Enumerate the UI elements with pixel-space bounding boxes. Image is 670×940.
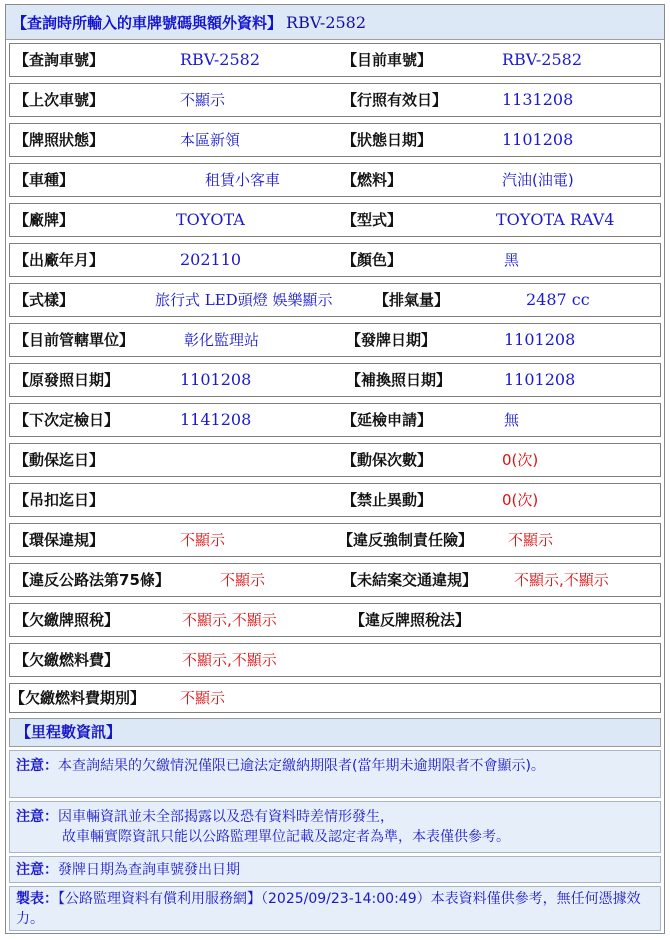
value-highway-act: 不顯示 (220, 571, 266, 589)
note-issue-date-text: 發牌日期為查詢車號發出日期 (58, 862, 240, 878)
row-style (9, 283, 661, 317)
value-manufacture-date: 202110 (180, 250, 242, 269)
note-issue-date (9, 856, 661, 883)
row-fuel-fee-period (9, 683, 661, 713)
value-brand: TOYOTA (176, 210, 245, 229)
label-current-plate: 【目前車號】 (342, 51, 433, 69)
row-original (9, 363, 661, 397)
label-lien-end: 【動保迄日】 (14, 451, 105, 469)
label-brand: 【廠牌】 (14, 211, 75, 229)
value-office: 彰化監理站 (184, 331, 260, 349)
note-issue-date-label: 注意： (16, 862, 58, 878)
label-license-valid: 【行照有效日】 (342, 91, 448, 109)
header-plate: RBV-2582 (286, 12, 367, 32)
note-disclaimer (9, 801, 661, 853)
note-disclaimer-label: 注意： (16, 809, 58, 825)
vehicle-report (5, 4, 665, 934)
value-fuel-fee-period: 不顯示 (180, 689, 226, 707)
row-plate (9, 43, 661, 77)
label-env-violation: 【環保違規】 (14, 531, 105, 549)
note-overdue (9, 750, 661, 798)
row-status (9, 123, 661, 157)
label-manufacture-date: 【出廠年月】 (14, 251, 105, 269)
value-current-plate: RBV-2582 (502, 50, 583, 69)
label-vehicle-type: 【車種】 (14, 171, 75, 189)
label-next-inspection: 【下次定檢日】 (14, 411, 120, 429)
label-issue-date: 【發牌日期】 (346, 331, 437, 349)
value-license-valid: 1131208 (502, 90, 574, 109)
value-inspection-extension: 無 (504, 411, 520, 429)
label-status-date: 【狀態日期】 (342, 131, 433, 149)
row-manufacture (9, 243, 661, 277)
row-highway (9, 563, 661, 597)
row-environment (9, 523, 661, 557)
value-replacement-date: 1101208 (504, 370, 576, 389)
label-color: 【顏色】 (342, 251, 403, 269)
row-fuel-fee (9, 643, 661, 677)
footer-text: 【公路監理資料有償利用服務網】（2025/09/23-14:00:49）本表資料僅供參考，無任何憑據效力。 (16, 891, 641, 927)
value-fuel: 汽油(油電) (502, 171, 574, 189)
value-transfer-ban: 0(次) (502, 491, 539, 509)
label-plate-status: 【牌照狀態】 (14, 131, 105, 149)
footer-label: 製表： (16, 891, 58, 907)
value-lien-count: 0(次) (502, 451, 539, 469)
value-next-inspection: 1141208 (180, 410, 252, 429)
label-fuel-fee-period: 【欠繳燃料費期別】 (10, 689, 146, 707)
row-type (9, 163, 661, 197)
row-suspension (9, 483, 661, 517)
value-status-date: 1101208 (502, 130, 574, 149)
value-style: 旅行式 LED頭燈 娛樂顯示 (155, 291, 333, 309)
value-query-plate: RBV-2582 (180, 50, 261, 69)
label-office: 【目前管轄單位】 (14, 331, 135, 349)
report-header (6, 5, 664, 40)
row-license-tax (9, 603, 661, 637)
row-previous (9, 83, 661, 117)
note-overdue-label: 注意： (16, 758, 58, 774)
label-original-issue: 【原發照日期】 (14, 371, 120, 389)
value-previous-plate: 不顯示 (180, 91, 226, 109)
value-vehicle-type: 租賃小客車 (205, 171, 281, 189)
value-license-tax-due: 不顯示,不顯示 (182, 611, 277, 629)
value-displacement: 2487 cc (526, 290, 590, 309)
value-traffic-violations: 不顯示,不顯示 (514, 571, 609, 589)
label-query-plate: 【查詢車號】 (14, 51, 105, 69)
label-fuel-fee-due: 【欠繳燃料費】 (14, 651, 120, 669)
row-office (9, 323, 661, 357)
label-displacement: 【排氣量】 (374, 291, 450, 309)
label-inspection-extension: 【延檢申請】 (342, 411, 433, 429)
value-issue-date: 1101208 (504, 330, 576, 349)
label-lien-count: 【動保次數】 (342, 451, 433, 469)
mileage-section-title: 【里程數資訊】 (9, 718, 661, 747)
label-model: 【型式】 (342, 211, 403, 229)
value-fuel-fee-due: 不顯示,不顯示 (182, 651, 277, 669)
note-disclaimer-line2: 故車輛實際資訊只能以公路監理單位記載及認定者為準，本表僅供參考。 (62, 829, 510, 845)
row-lien (9, 443, 661, 477)
note-overdue-text: 本查詢結果的欠繳情況僅限已逾法定繳納期限者(當年期未逾期限者不會顯示)。 (58, 758, 545, 774)
row-brand (9, 203, 661, 237)
header-title: 【查詢時所輸入的車牌號碼與額外資料】 (12, 13, 283, 32)
label-previous-plate: 【上次車號】 (14, 91, 105, 109)
label-highway-act: 【違反公路法第75條】 (14, 571, 170, 589)
value-plate-status: 本區新領 (180, 131, 241, 149)
value-env-violation: 不顯示 (180, 531, 226, 549)
label-traffic-violations: 【未結案交通違規】 (342, 571, 478, 589)
value-original-issue: 1101208 (180, 370, 252, 389)
label-license-tax-due: 【欠繳牌照稅】 (14, 611, 120, 629)
label-transfer-ban: 【禁止異動】 (342, 491, 433, 509)
label-replacement-date: 【補換照日期】 (346, 371, 452, 389)
label-fuel: 【燃料】 (342, 171, 403, 189)
label-suspension-end: 【吊扣迄日】 (14, 491, 105, 509)
label-insurance-violation: 【違反強制責任險】 (338, 531, 474, 549)
label-style: 【式樣】 (14, 291, 75, 309)
value-color: 黑 (504, 251, 520, 269)
row-inspection (9, 403, 661, 437)
label-license-tax-violation: 【違反牌照稅法】 (350, 611, 471, 629)
report-footer (9, 886, 661, 931)
note-disclaimer-line1: 因車輛資訊並未全部揭露以及恐有資料時差情形發生， (58, 809, 394, 825)
value-model: TOYOTA RAV4 (496, 210, 615, 229)
value-insurance-violation: 不顯示 (508, 531, 554, 549)
